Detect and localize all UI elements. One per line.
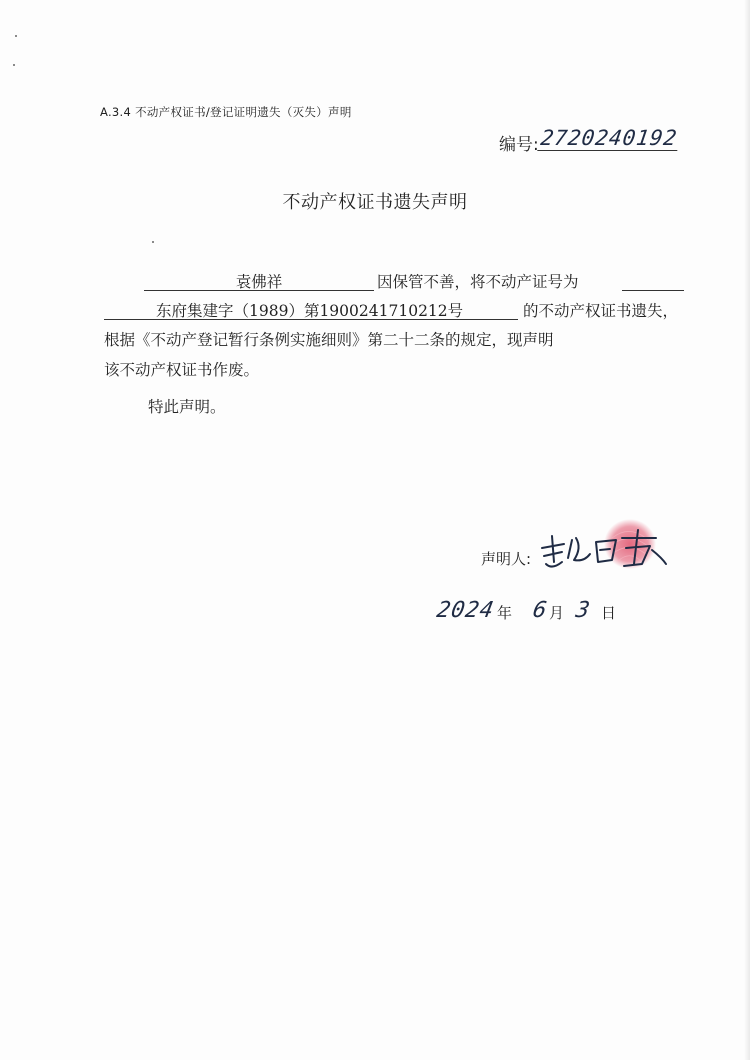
serial-number-label: 编号:: [499, 135, 539, 155]
certificate-number-field: [104, 299, 518, 320]
section-header-label: A.3.4 不动产权证书/登记证明遗失（灭失）声明: [100, 105, 352, 119]
certificate-number: 东府集建字（1989）第1900241710212号: [156, 302, 464, 320]
serial-number-value: 2720240192: [539, 126, 679, 150]
scan-speck: [13, 64, 15, 66]
body-text-line-2: 的不动产权证书遗失，: [523, 302, 679, 320]
date-month: 6: [530, 598, 549, 623]
body-text-line-4: 该不动产权证书作废。: [104, 361, 260, 379]
date-day: 3: [573, 598, 592, 623]
body-text-line-1: 因保管不善，将不动产证号为: [377, 273, 579, 291]
owner-name: 袁佛祥: [235, 273, 283, 291]
page-edge-shadow: [744, 0, 750, 1060]
owner-name-field: [144, 270, 374, 291]
body-text-line-3: 根据《不动产登记暂行条例实施细则》第二十二条的规定，现声明: [104, 331, 554, 349]
declarant-signature: [538, 518, 678, 578]
signing-date: [434, 598, 637, 628]
scan-speck: [15, 35, 17, 37]
date-year-unit: 年: [497, 604, 513, 622]
fingerprint-seal-and-signature: [538, 518, 678, 578]
scan-speck: [152, 241, 154, 243]
date-month-unit: 月: [549, 604, 565, 622]
declarant-label: 声明人:: [481, 550, 532, 568]
closing-statement: 特此声明。: [148, 398, 226, 416]
document-title: 不动产权证书遗失声明: [282, 192, 468, 213]
date-year: 2024: [434, 598, 497, 623]
fingerprint-seal: [604, 519, 656, 569]
date-day-unit: 日: [601, 604, 617, 622]
certificate-number-blank-tail: [622, 270, 684, 291]
